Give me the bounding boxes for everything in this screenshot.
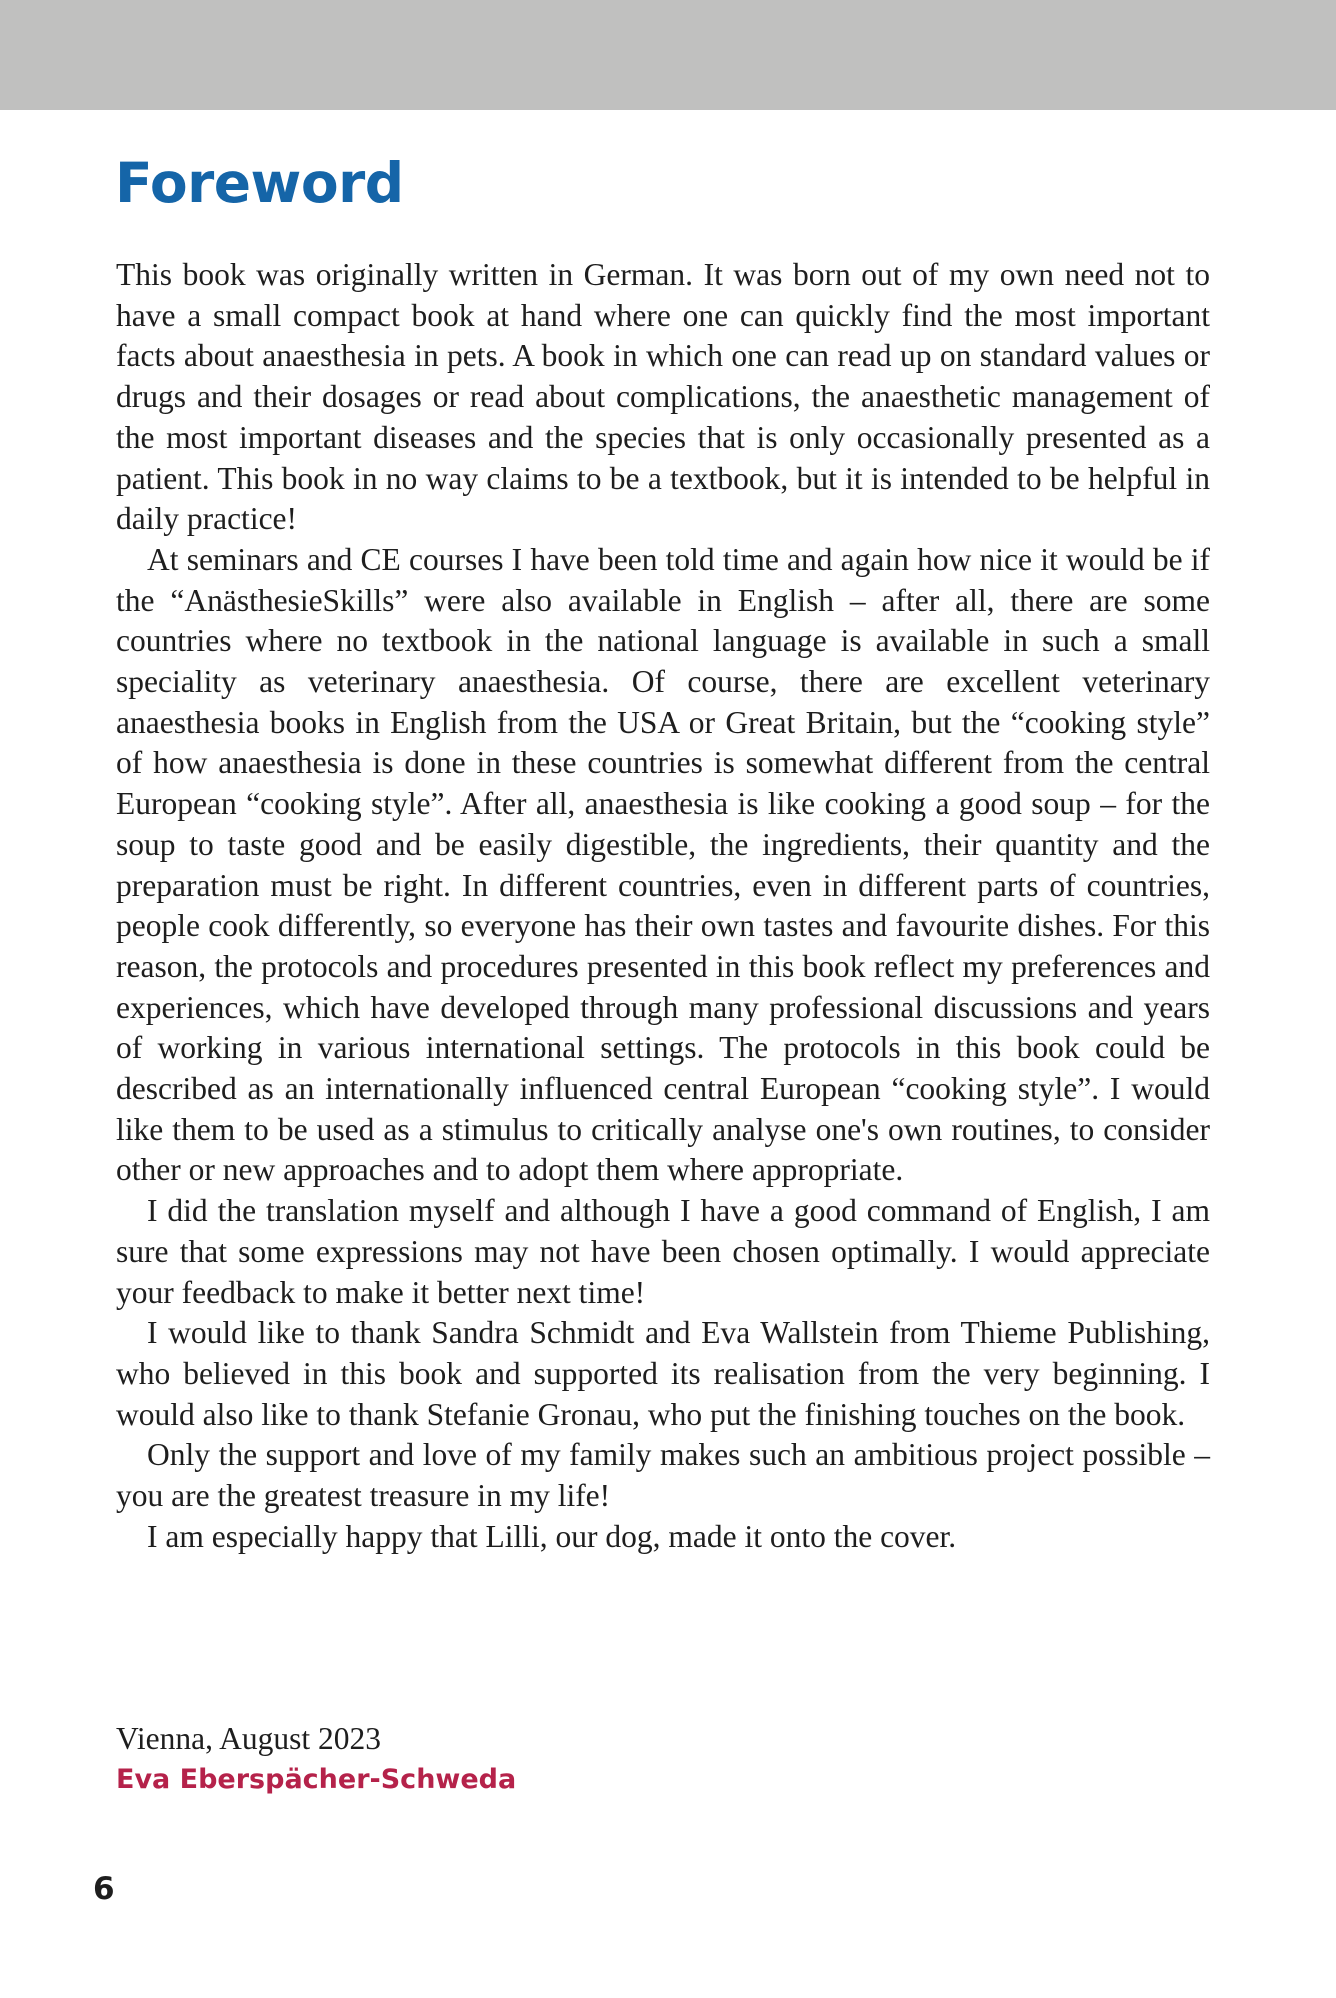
place-date: Vienna, August 2023 (116, 1721, 381, 1756)
paragraph-2: At seminars and CE courses I have been told time and again how nice it would be if the “AnästhesieSkills” were also available in English – after all, there are some countries where no textbook in the national language is available in such a small speciality as veterinary anaesthesia. Of course, there are excellent veterinary anaesthesia books in English from the USA or Great Britain, but the “cooking style” of how anaesthesia is done in these countries is somewhat different from the central European “cooking style”. After all, anaesthesia is like cooking a good soup – for the soup to taste good and be easily digestible, the ingredients, their quantity and the preparation must be right. In different countries, even in different parts of countries, people cook differently, so everyone has their own tastes and favourite dishes. For this reason, the protocols and procedures presented in this book reflect my preferences and experiences, which have developed through many professional discussions and years of working in various international settings. The protocols in this book could be described as an internationally influenced central European “cooking style”. I would like them to be used as a stimulus to critically analyse one's own routines, to consider other or new approaches and to adopt them where appropriate. (116, 541, 1210, 1188)
paragraph-5: Only the support and love of my family makes such an ambitious project possible – you are the greatest treasure in my life! (116, 1437, 1210, 1514)
paragraph-3: I did the translation myself and although I have a good command of English, I am sure that some expressions may not have been chosen optimally. I would appreciate your feedback to make it better next time! (116, 1193, 1210, 1310)
page-number: 6 (93, 1871, 115, 1907)
top-band (0, 0, 1336, 110)
paragraph-1: This book was originally written in German. It was born out of my own need not to have a small compact book at hand where one can quickly find the most important facts about anaesthesia in pets. A book in which one can read up on standard values or drugs and their dosages or read about complications, the anaesthetic management of the most important diseases and the species that is only occasionally presented as a patient. This book in no way claims to be a textbook, but it is intended to be helpful in daily practice! (116, 257, 1210, 537)
paragraph-4: I would like to thank Sandra Schmidt and Eva Wallstein from Thieme Publishing, who believed in this book and supported its realisation from the very beginning. I would also like to thank Stefanie Gronau, who put the finishing touches on the book. (116, 1315, 1210, 1432)
author-name: Eva Eberspächer-Schweda (116, 1764, 517, 1795)
foreword-body (116, 255, 1210, 1558)
paragraph-6: I am especially happy that Lilli, our dog, made it onto the cover. (147, 1518, 957, 1554)
page-title: Foreword (115, 151, 404, 215)
